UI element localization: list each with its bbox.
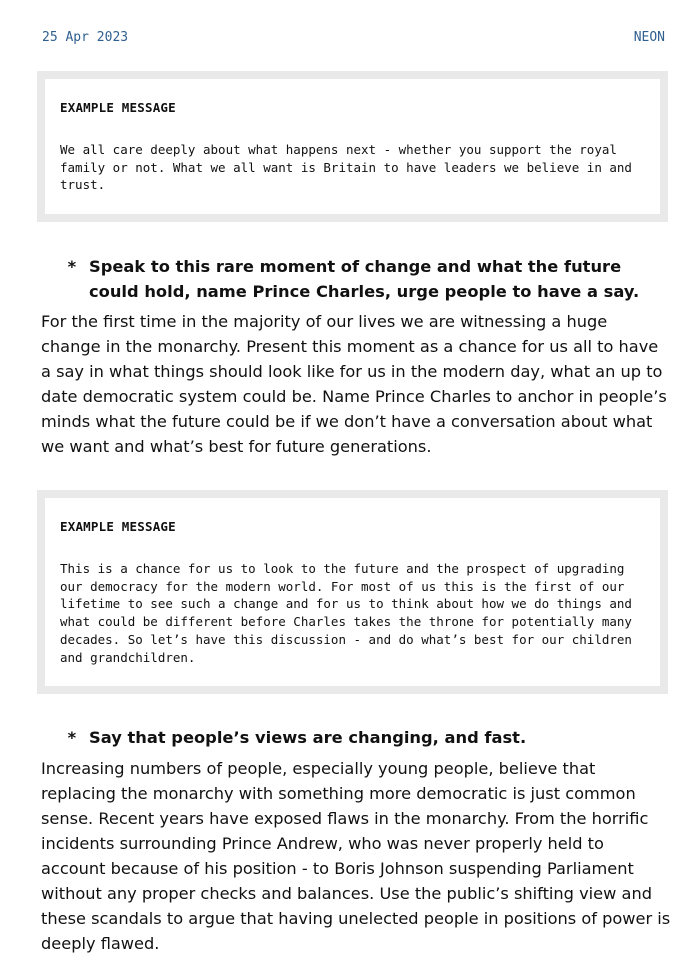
page-header [42, 30, 665, 45]
example-message-text: We all care deeply about what happens next - whether you support the royal family or not. What we all want is Britain to have leaders we believe in and trust. [60, 142, 632, 193]
bullet-marker: * [67, 257, 77, 276]
example-message-panel [45, 79, 660, 214]
bullet-marker: * [67, 728, 77, 747]
example-message-text: This is a chance for us to look to the future and the prospect of upgrading our democracy for the modern world. For most of us this is the first of our lifetime to see such a change and for us to think about how we do things and what could be different before Charles takes the throne for potentially many decades. So let’s have this discussion - and do what’s best for our children and grandchildren. [60, 561, 632, 665]
publish-date: 25 Apr 2023 [42, 30, 129, 45]
bullet-point [67, 254, 667, 304]
body-paragraph: Increasing numbers of people, especially young people, believe that replacing the monarchy with something more democratic is just common sense. Recent years have exposed flaws in the monarchy. From the horrific incidents surrounding Prince Andrew, who was never properly held to account because of his position - to Boris Johnson suspending Parliament without any proper checks and balances. Use the public’s shifting view and these scandals to argue that having unelected people in positions of power is deeply flawed. [41, 759, 671, 953]
example-message-box [37, 71, 668, 222]
bullet-text: Speak to this rare moment of change and what the future could hold, name Prince Charles, urge people to have a say. [89, 257, 640, 301]
example-message-panel [45, 498, 660, 686]
example-message-box [37, 490, 668, 694]
bullet-point [67, 725, 667, 750]
bullet-text: Say that people’s views are changing, and fast. [89, 728, 527, 747]
body-paragraph: For the first time in the majority of our lives we are witnessing a huge change in the monarchy. Present this moment as a chance for us all to have a say in what things should look like for us in the modern day, what an up to date democratic system could be. Name Prince Charles to anchor in people’s minds what the future could be if we don’t have a conversation about what we want and what’s best for future generations. [41, 312, 667, 456]
example-message-title: EXAMPLE MESSAGE [60, 100, 176, 115]
brand-name: NEON [633, 30, 665, 45]
example-message-title: EXAMPLE MESSAGE [60, 519, 176, 534]
